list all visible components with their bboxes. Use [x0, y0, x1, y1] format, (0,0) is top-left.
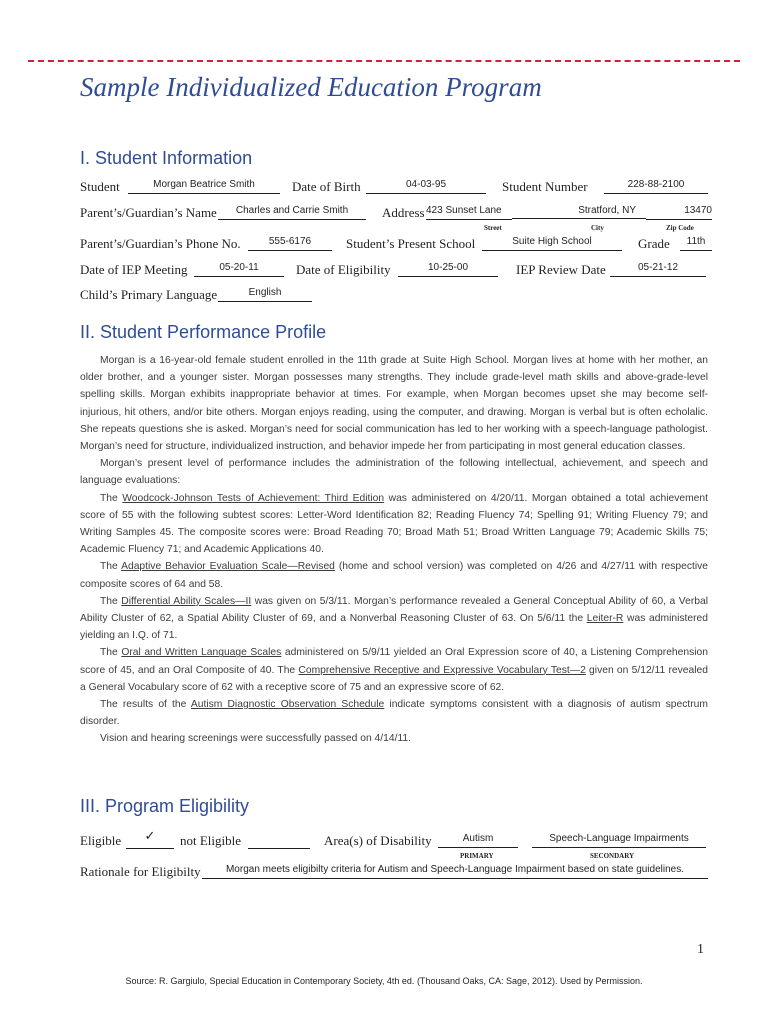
area-of-disability-label: Area(s) of Disability [324, 833, 432, 848]
text-run: The results of the [100, 699, 191, 711]
zip-sublabel: Zip Code [666, 224, 694, 232]
student-field[interactable]: Morgan Beatrice Smith [128, 178, 280, 194]
parent-name-field[interactable]: Charles and Carrie Smith [218, 204, 366, 220]
test-name-crevt-2: Comprehensive Receptive and Expressive Vocabulary Test—2 [298, 664, 586, 676]
primary-disability-field[interactable]: Autism [438, 832, 518, 848]
test-name-adaptive-behavior: Adaptive Behavior Evaluation Scale—Revised [121, 561, 335, 573]
dob-field[interactable]: 04-03-95 [366, 178, 486, 194]
profile-paragraph-2: Morgan’s present level of performance includes the administration of the following intellectual, achievement, and speech and language evaluations: [80, 458, 708, 487]
profile-paragraph-3 [80, 490, 708, 559]
phone-label: Parent’s/Guardian’s Phone No. [80, 236, 241, 251]
profile-paragraph-1: Morgan is a 16-year-old female student enrolled in the 11th grade at Suite High School. Morgan lives at home with her mother, an older brother, and a younger sister. Morgan possesses many strengths. They include grade-level math skills and above-grade-level spelling skills. Morgan exhibits inappropriate behavior at times. For example, when Morgan becomes upset she may become self-injurious, hit others, and/or bite others. Morgan enjoys reading, using the computer, and drawing. Morgan is verbal but is often echolalic. She repeats questions she is asked. Morgan’s need for social communication has led to her working with a speech-language pathologist. Morgan’s need for structure, individualized instruction, and behavior impede her from participating in most general education classes. [80, 355, 708, 453]
grade-label: Grade [638, 236, 670, 251]
primary-language-field[interactable]: English [218, 286, 312, 302]
text-run: administered on 5/9/11 yielded an Oral Expression score of 40, a Listening Comprehension score of 45, and an Oral Composite of 40. The [80, 647, 708, 676]
text-run: was administered on 4/20/11. Morgan obtained a total achievement score of 55 with the following subtest scores: Letter-Word Identification 82; Reading Fluency 74; Spelling 91; Writing Fluency 79; and Writing Samples 45. The composite scores were: Broad Reading 70; Broad Math 51; Broad Written Language 79; Academic Skills 75; Academic Fluency 71; and Academic Applications 40. [80, 492, 708, 556]
performance-profile-text [80, 352, 708, 748]
profile-paragraph-5 [80, 593, 708, 645]
iep-review-field[interactable]: 05-21-12 [610, 261, 706, 277]
section-heading-program-eligibility: III. Program Eligibility [80, 796, 250, 816]
top-dashed-rule [28, 60, 740, 62]
iep-review-label: IEP Review Date [516, 262, 606, 277]
street-sublabel: Street [484, 224, 502, 232]
test-name-oral-written-language: Oral and Written Language Scales [121, 647, 282, 659]
rationale-field[interactable]: Morgan meets eligibilty criteria for Autism and Speech-Language Impairment based on state guidelines. [202, 863, 708, 879]
test-name-leiter-r: Leiter-R [586, 613, 624, 625]
not-eligible-label: not Eligible [180, 833, 242, 848]
zip-field[interactable]: 13470 [646, 204, 712, 220]
profile-paragraph-6 [80, 644, 708, 696]
text-run: The [100, 492, 123, 504]
iep-meeting-label: Date of IEP Meeting [80, 262, 188, 277]
grade-field[interactable]: 11th [680, 235, 712, 251]
student-number-label: Student Number [502, 179, 588, 194]
address-label: Address [382, 205, 425, 220]
eligible-label: Eligible [80, 833, 122, 848]
page-title: Sample Individualized Education Program [80, 72, 542, 102]
city-field[interactable]: Stratford, NY [512, 204, 646, 219]
not-eligible-checkbox[interactable] [248, 833, 310, 849]
test-name-ados: Autism Diagnostic Observation Schedule [190, 699, 385, 711]
test-name-differential-ability: Differential Ability Scales—II [121, 595, 252, 607]
phone-field[interactable]: 555-6176 [248, 235, 332, 251]
text-run: (home and school version) was completed on 4/26 and 4/27/11 with respective composite scores of 64 and 58. [80, 561, 708, 590]
text-run: The [100, 647, 122, 659]
page-number: 1 [697, 942, 704, 957]
section-heading-student-information: I. Student Information [80, 148, 253, 168]
iep-meeting-field[interactable]: 05-20-11 [194, 261, 284, 277]
section-heading-performance-profile: II. Student Performance Profile [80, 322, 327, 342]
secondary-disability-field[interactable]: Speech-Language Impairments [532, 832, 706, 848]
profile-paragraph-4 [80, 558, 708, 592]
text-run: indicate symptoms consistent with a diagnosis of autism spectrum disorder. [80, 699, 708, 728]
eligibility-date-label: Date of Eligibility [296, 262, 391, 277]
rationale-label: Rationale for Eligibilty [80, 864, 201, 879]
city-sublabel: City [591, 224, 604, 232]
text-run: was administered yielding an I.Q. of 71. [80, 613, 708, 642]
student-label: Student [80, 179, 120, 194]
text-run: The [100, 561, 122, 573]
dob-label: Date of Birth [292, 179, 361, 194]
source-citation: Source: R. Gargiulo, Special Education in Contemporary Society, 4th ed. (Thousand Oaks, CA: Sage, 2012). Used by Permission. [125, 976, 643, 986]
eligibility-date-field[interactable]: 10-25-00 [398, 261, 498, 277]
text-run: given on 5/12/11 revealed a General Vocabulary score of 62 with a receptive score of 75 and an expressive score of 62. [80, 664, 708, 693]
primary-sublabel: PRIMARY [460, 852, 494, 860]
student-number-field[interactable]: 228-88-2100 [604, 178, 708, 194]
secondary-sublabel: SECONDARY [590, 852, 635, 860]
street-field[interactable]: 423 Sunset Lane [426, 204, 512, 220]
present-school-field[interactable]: Suite High School [482, 235, 622, 251]
text-run: The [100, 595, 122, 607]
present-school-label: Student’s Present School [346, 236, 476, 251]
profile-paragraph-8: Vision and hearing screenings were successfully passed on 4/14/11. [100, 733, 412, 745]
parent-name-label: Parent’s/Guardian’s Name [80, 205, 217, 220]
text-run: was given on 5/3/11. Morgan’s performance revealed a General Conceptual Ability of 60, a Verbal Ability Cluster of 62, a Spatial Ability Cluster of 69, and a Nonverbal Reasoning Cluster of 63. On 5/6/11 the [80, 595, 708, 625]
eligible-checkbox[interactable]: ✓ [126, 830, 174, 849]
profile-paragraph-7 [80, 696, 708, 730]
test-name-woodcock-johnson: Woodcock-Johnson Tests of Achievement: Third Edition [122, 492, 385, 504]
primary-language-label: Child’s Primary Language [80, 287, 218, 302]
